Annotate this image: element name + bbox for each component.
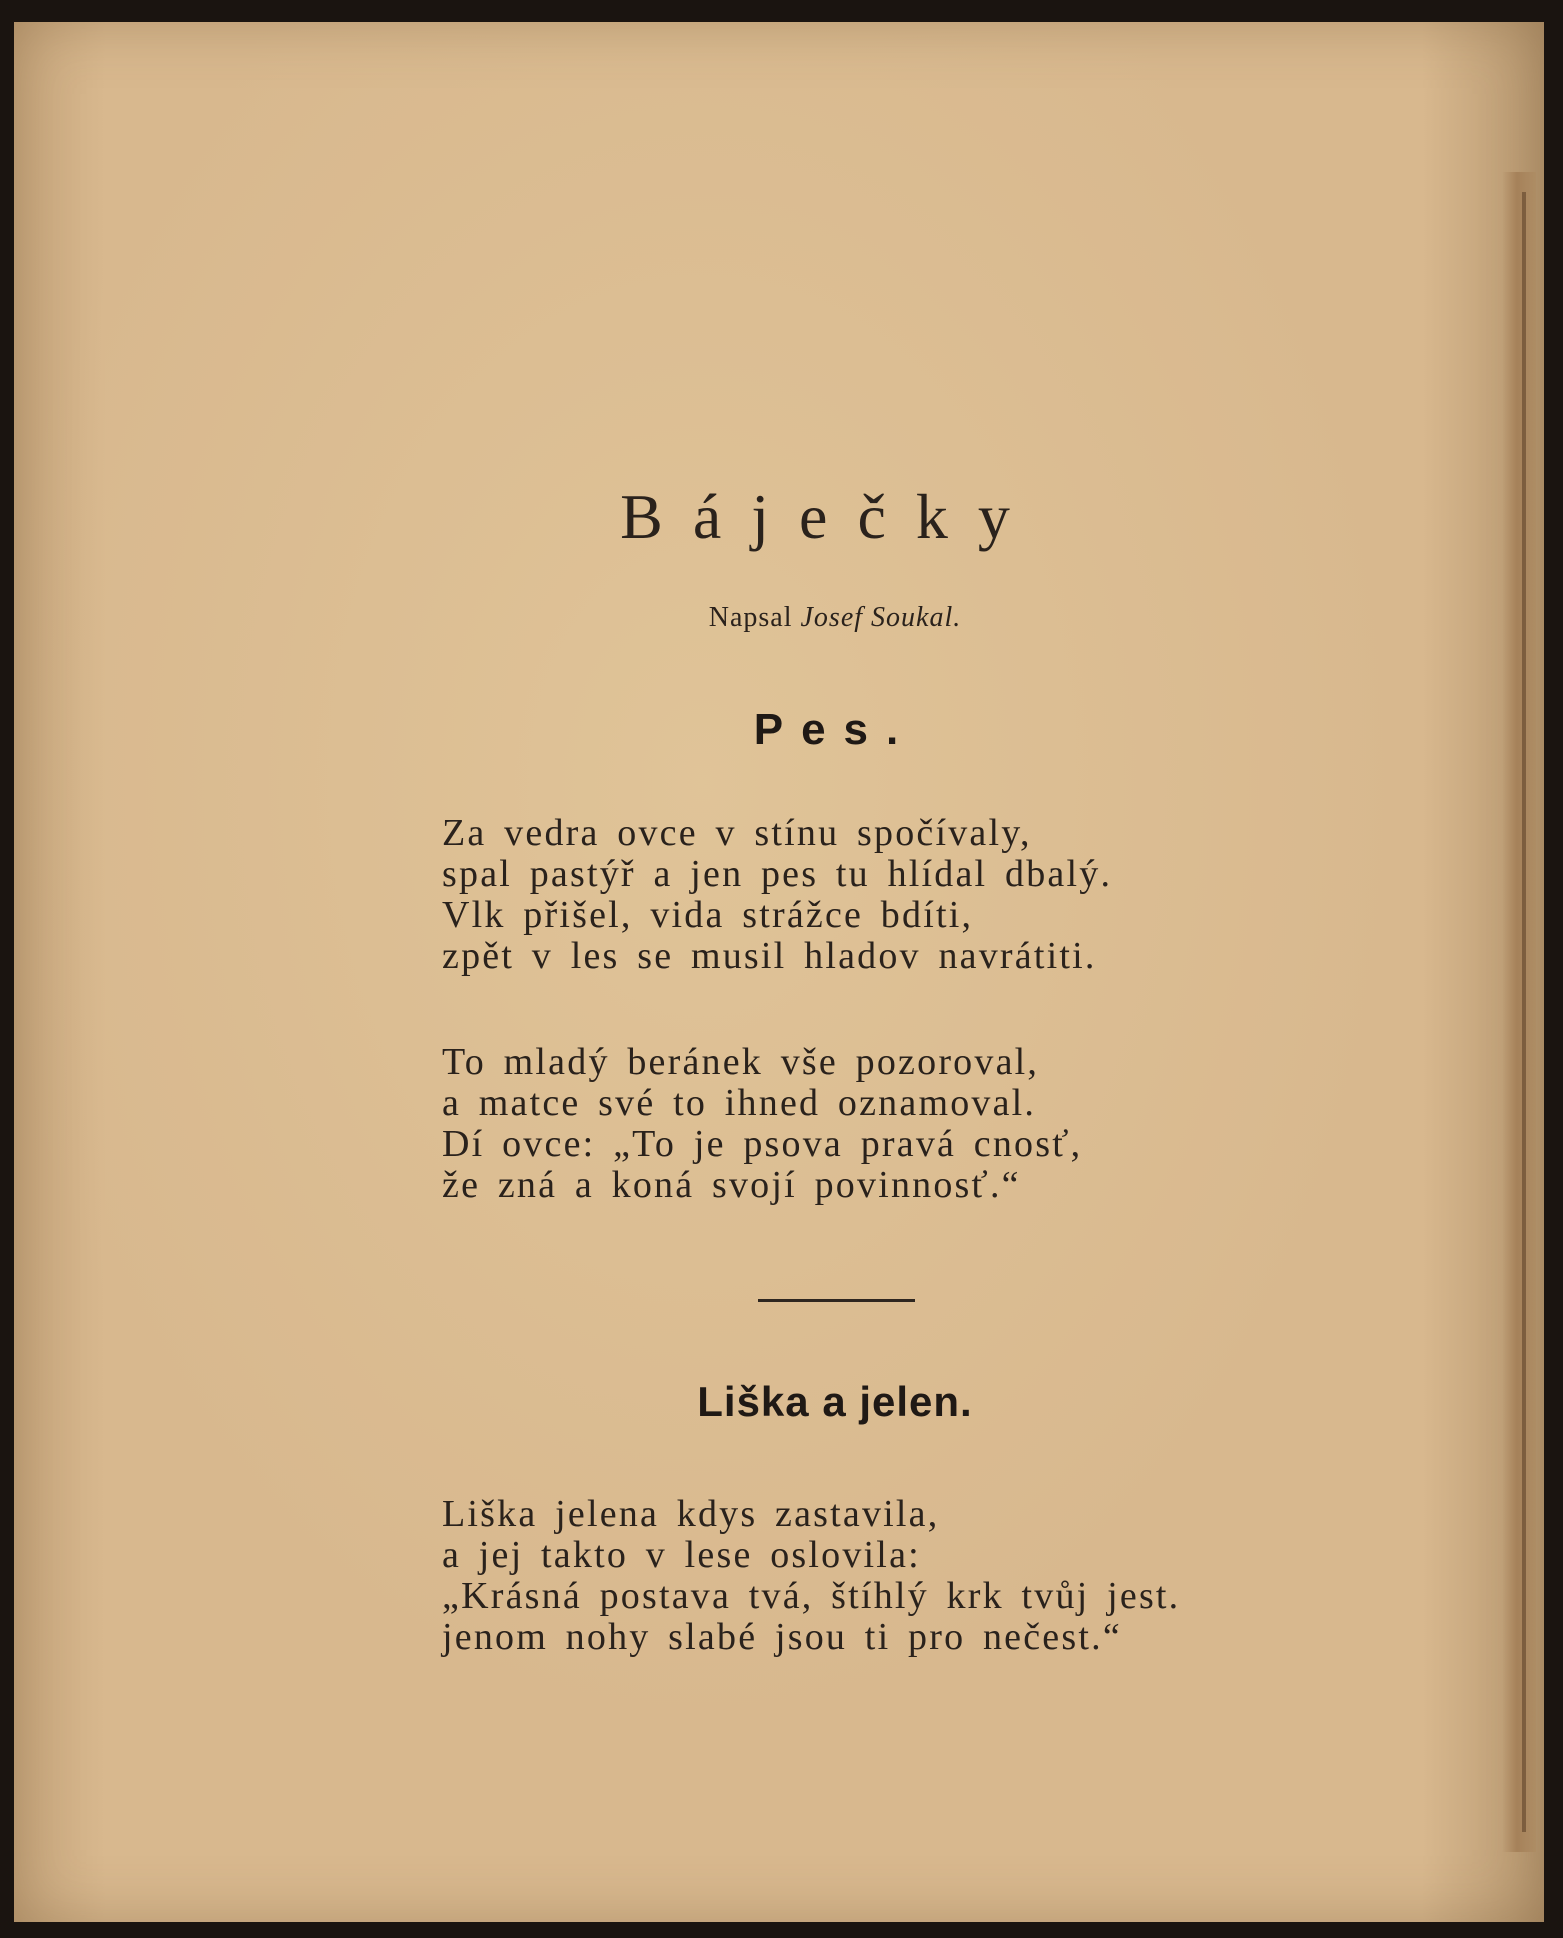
poem-line: To mladý beránek vše pozoroval,	[442, 1041, 1040, 1083]
poem-stanza	[442, 1494, 1342, 1658]
poem-line: a matce své to ihned oznamoval.	[442, 1082, 1037, 1124]
byline-author: Josef Soukal.	[800, 602, 962, 633]
byline-prefix: Napsal	[708, 602, 793, 633]
poem-line: Za vedra ovce v stínu spočívaly,	[442, 812, 1032, 854]
poem-line: zpět v les se musil hladov navrátiti.	[442, 935, 1097, 977]
page-binding-edge	[1502, 172, 1536, 1852]
poem-line: spal pastýř a jen pes tu hlídal dbalý.	[442, 853, 1113, 895]
section-heading-pes: Pes.	[753, 705, 917, 754]
poem-line: Dí ovce: „To je psova pravá cnosť,	[442, 1123, 1083, 1165]
page-binding-line	[1522, 192, 1526, 1832]
poem-stanza	[442, 813, 1342, 977]
poem-stanza	[442, 1042, 1342, 1206]
poem-line: jenom nohy slabé jsou ti pro nečest.“	[442, 1616, 1122, 1658]
poem-line: že zná a koná svojí povinnosť.“	[442, 1164, 1021, 1206]
poem-line: a jej takto v lese oslovila:	[442, 1534, 921, 1576]
section-heading-liska-a-jelen: Liška a jelen.	[697, 1378, 973, 1425]
poem-line: Liška jelena kdys zastavila,	[442, 1493, 940, 1535]
poem-line: Vlk přišel, vida strážce bdíti,	[442, 894, 974, 936]
poem-line: „Krásná postava tvá, štíhlý krk tvůj jest.	[442, 1575, 1181, 1617]
byline	[0, 602, 1563, 634]
page-title: Báječky	[620, 481, 1040, 552]
section-divider	[758, 1299, 915, 1302]
